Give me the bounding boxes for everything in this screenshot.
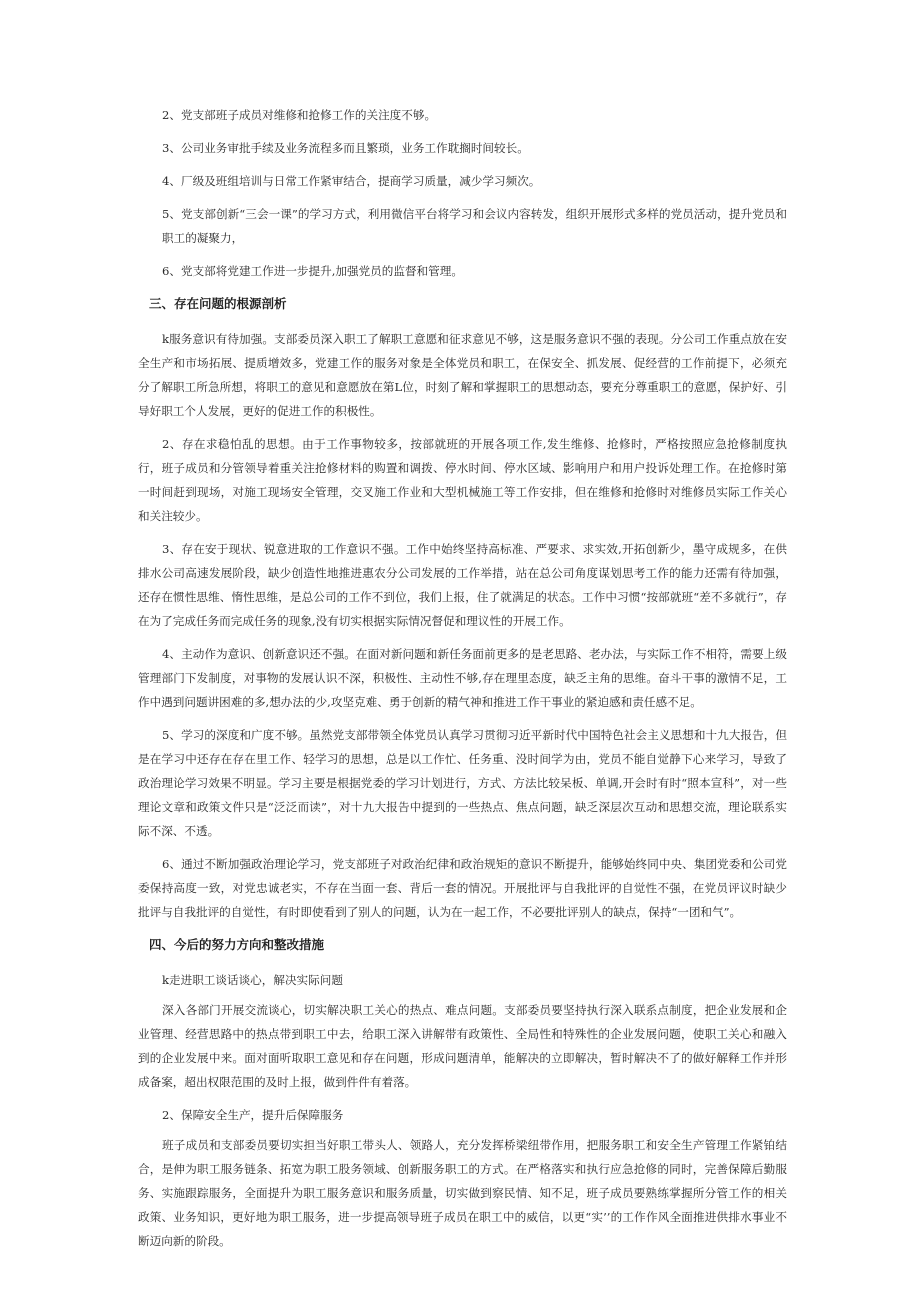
- list-item: 4、厂级及班组培训与日常工作紧审结合，提商学习质量，减少学习频次。: [162, 174, 541, 188]
- paragraph: 5、学习的深度和广度不够。虽然党支部带领全体党员认真学习贯彻习近平新时代中国特色社会主义思想和十九大报告，但是在学习中还存在存在里工作、轻学习的思想，总是以工作忙、任务重、没时间学为由，党员不能自觉静下心来学习，导致了政治理论学习效果不明显。学习主要是根据党委的学习计划进行，方式、方法比较呆板、单调,开会时有时“照本宣科”，对一些理论文章和政策文件只是“泛泛而读”，对十九大报告中提到的一些热点、焦点问题，缺乏深层次互动和思想交流，理论联系实际不深、不透。: [138, 728, 787, 838]
- section-heading-root-cause: 三、存在问题的根源剖析: [149, 296, 287, 311]
- list-item: 5、党支部创新“三会一课”的学习方式，利用微信平台将学习和会议内容转发，组织开展形式多样的党员活动，提升党员和职工的凝聚力，: [162, 207, 787, 245]
- paragraph: 4、主动作为意识、创新意识还不强。在面对新问题和新任务面前更多的是老思路、老办法，与实际工作不相符，需要上级管理部门下发制度，对事物的发展认识不深，积极性、主动性不够,存在理里态度，缺乏主角的思维。奋斗干事的激情不足，工作中遇到问题讲困难的多,想办法的少,攻坚克难、勇于创新的精气神和推进工作干事业的紧迫感和责任感不足。: [138, 647, 787, 709]
- list-item: 3、公司业务审批手续及业务流程多而且繁琐，业务工作耽搁时间较长。: [162, 141, 529, 155]
- paragraph: 2、存在求稳怕乱的思想。由于工作事物较多，按部就班的开展各项工作,发生维修、抢修时，严格按照应急抢修制度执行，班子成员和分管领导着重关注抢修材料的购置和调拨、停水时间、停水区域、影响用户和用户投诉处理工作。在抢修时第一时间赶到现场，对施工现场安全管理，交叉施工作业和大型机械施工等工作安排，但在维修和抢修时对维修员实际工作关心和关注较少。: [138, 437, 787, 523]
- list-item: 6、党支部将党建工作进一步提升,加强党员的监督和管理。: [162, 264, 463, 278]
- section-heading-measures: 四、今后的努力方向和整改措施: [149, 937, 325, 952]
- subsection-title: 2、保障安全生产，提升后保障服务: [162, 1108, 344, 1122]
- subsection-title: k走进职工谈话谈心，解决实际问题: [162, 973, 343, 987]
- paragraph: 6、通过不断加强政治理论学习，党支部班子对政治纪律和政治规矩的意识不断提升，能够始终同中央、集团党委和公司党委保持高度一致，对党忠诚老实，不存在当面一套、背后一套的情况。开展批评与自我批评的自觉性不强，在党员评议时缺少批评与自我批评的自觉性，有时即使看到了别人的问题，认为在一起工作，不必要批评别人的缺点，保持“一团和气”。: [138, 857, 787, 919]
- paragraph: k服务意识有待加强。支部委员深入职工了解职工意愿和征求意见不够，这是服务意识不强的表现。分公司工作重点放在安全生产和市场拓展、提质增效多，党建工作的服务对象是全体党员和职工，在保安全、抓发展、促经营的工作前提下，必须充分了解职工所急所想，将职工的意见和意愿放在第L位，时刻了解和掌握职工的思想动态，要充分尊重职工的意愿，保护好、引导好职工个人发展，更好的促进工作的积极性。: [138, 332, 787, 418]
- paragraph: 深入各部门开展交流谈心，切实解决职工关心的热点、难点问题。支部委员要坚持执行深入联系点制度，把企业发展和企业管理、经营思路中的热点带到职工中去，给职工深入讲解带有政策性、全局性和特殊性的企业发展问题，使职工关心和融入到的企业发展中来。面对面听取职工意见和存在问题，形成问题清单，能解决的立即解决，暂时解决不了的做好解释工作并形成备案，超出权限范围的及时上报，做到件件有着落。: [138, 1003, 787, 1089]
- paragraph: 班子成员和支部委员要切实担当好职工带头人、领路人，充分发挥桥梁纽带作用，把服务职工和安全生产管理工作紧铂结合，是伸为职工服务链条、拓宽为职工股务领域、创新服务职工的方式。在严格落实和执行应急抢修的同时，完善保障后勤服务、实施跟踪服务，全面提升为职工服务意识和服务质量，切实做到察民情、知不足，班子成员要熟练掌握所分管工作的相关政策、业务知识，更好地为职工服务，进一步提高领导班子成员在职工中的威信，以更“实’’的工作作风全面推进供排水事业不断迈向新的阶段。: [138, 1138, 787, 1248]
- paragraph: 3、存在安于现状、锐意进取的工作意识不强。工作中始终坚持高标准、严要求、求实效,开拓创新少，墨守成规多，在供排水公司高速发展阶段，缺少创造性地推进惠农分公司发展的工作举措，站在总公司角度谋划思考工作的能力还需有待加强，还存在惯性思维、惰性思维，是总公司的工作不到位，我们上报，住了就满足的状态。工作中习惯“按部就班“差不多就行”，存在为了完成任务而完成任务的现象,没有切实根据实际情况督促和理议性的开展工作。: [138, 542, 787, 628]
- list-item: 2、党支部班子成员对维修和抢修工作的关注度不够。: [162, 108, 437, 122]
